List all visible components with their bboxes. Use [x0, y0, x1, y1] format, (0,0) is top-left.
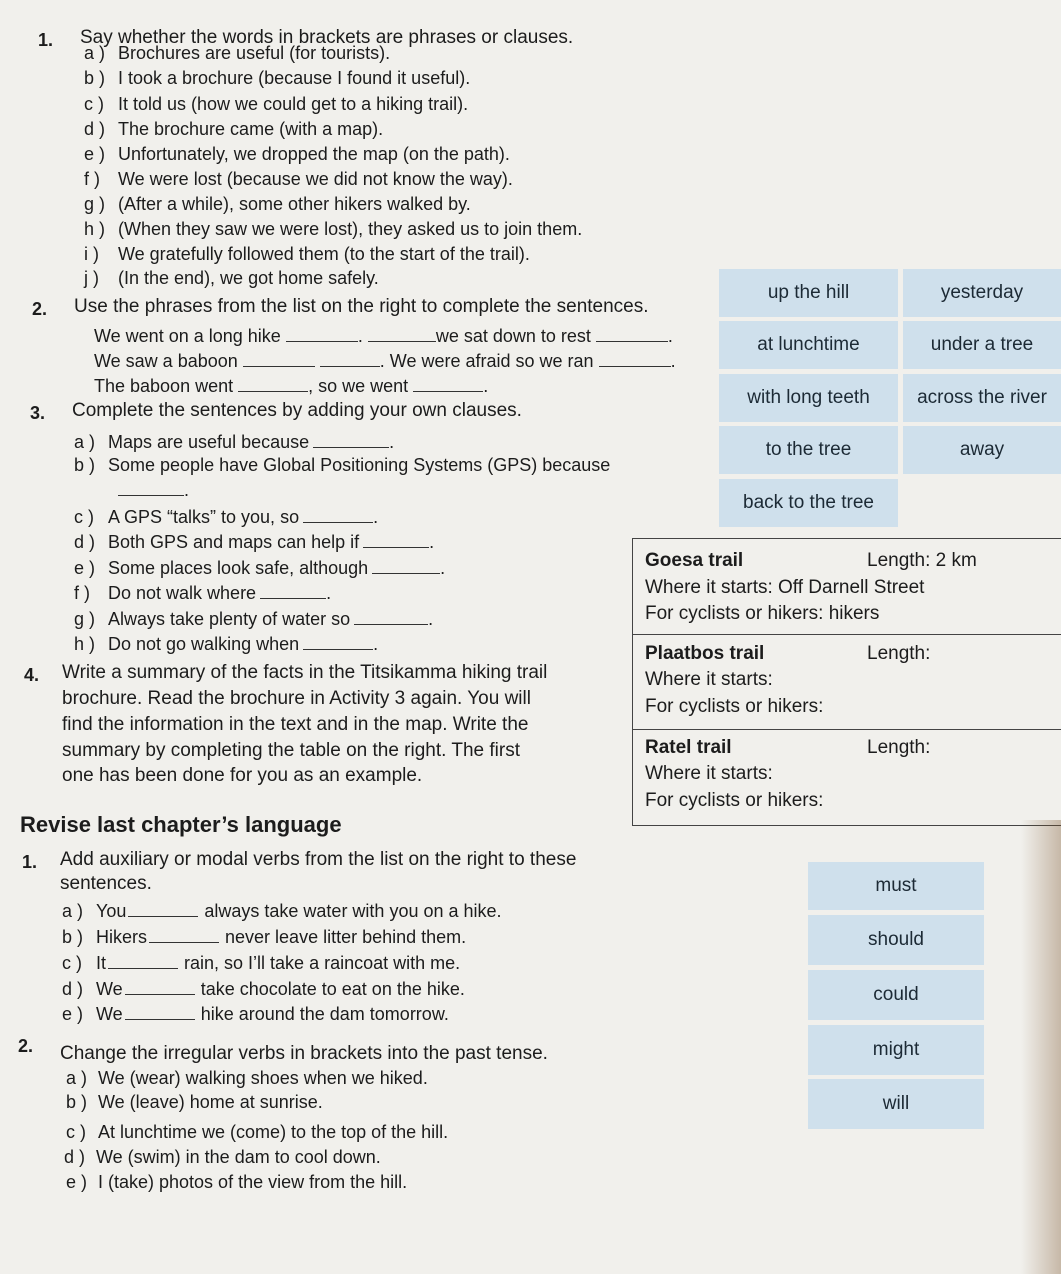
q3-item: f ) Do not walk where .	[74, 583, 332, 603]
q1-instruction: Say whether the words in brackets are phrases or clauses.	[80, 27, 574, 48]
trail-name: Plaatbos trail	[645, 643, 765, 664]
q3-item: h ) Do not go walking when .	[74, 634, 379, 654]
item-letter: c )	[66, 1122, 86, 1142]
q1-item	[84, 168, 513, 190]
q1-item	[84, 93, 468, 115]
page-edge-shadow	[1021, 820, 1061, 1274]
item-letter: h )	[74, 634, 96, 654]
item-subject: It	[96, 953, 107, 973]
phrase-box: back to the tree	[719, 479, 898, 527]
answer-blank[interactable]	[320, 352, 380, 367]
item-letter: d )	[64, 1147, 86, 1167]
trail-name: Ratel trail	[645, 737, 732, 758]
q1-item	[84, 67, 470, 89]
phrase-box: yesterday	[903, 269, 1061, 317]
answer-blank[interactable]	[286, 327, 358, 342]
item-letter: b )	[66, 1092, 88, 1112]
trail-length: Length: 2 km	[867, 550, 977, 571]
item-letter: a )	[84, 43, 106, 63]
phrase-box: away	[903, 426, 1061, 474]
item-letter: f )	[74, 583, 90, 603]
phrase-box: with long teeth	[719, 374, 898, 422]
q1-item	[84, 267, 379, 289]
q1-item	[84, 118, 383, 140]
item-text: Both GPS and maps can help if	[108, 532, 360, 552]
q2-sentence-2-start: We saw a baboon	[94, 351, 238, 371]
item-letter: i )	[84, 244, 99, 264]
answer-blank[interactable]	[118, 481, 184, 496]
q2-number: 2.	[32, 299, 48, 319]
revise-q1-item	[62, 900, 502, 922]
verb-box: must	[808, 862, 984, 910]
revise-q1-number: 1.	[22, 852, 38, 872]
item-text: Do not walk where	[108, 583, 257, 603]
q2-sentence-2: We saw a baboon . We were afraid so we ran .	[94, 351, 676, 371]
answer-blank[interactable]	[243, 352, 315, 367]
trail-start: Where it starts: Off Darnell Street	[645, 577, 925, 598]
answer-blank[interactable]	[363, 533, 429, 548]
q1-item	[84, 143, 510, 165]
revise-q2-item	[64, 1146, 381, 1168]
answer-blank[interactable]	[354, 610, 428, 625]
q2-sentence-2-end: . We were afraid so we ran	[379, 351, 594, 371]
item-text: We gratefully followed them (to the start of the trail).	[118, 244, 530, 264]
item-letter: a )	[74, 432, 96, 452]
item-text: I (take) photos of the view from the hill.	[98, 1172, 408, 1192]
item-text: (After a while), some other hikers walked by.	[118, 194, 471, 214]
q3-item-b-continuation: .	[118, 479, 189, 501]
q2-instruction: Use the phrases from the list on the right to complete the sentences.	[74, 296, 649, 317]
answer-blank[interactable]	[238, 377, 308, 392]
q1-item	[84, 193, 471, 215]
item-text: The brochure came (with a map).	[118, 119, 384, 139]
revise-q1-instruction-line2: sentences.	[60, 873, 152, 894]
revise-q2-item	[66, 1171, 407, 1193]
answer-blank[interactable]	[108, 954, 178, 969]
q3-item: g ) Always take plenty of water so .	[74, 609, 434, 629]
q4-number: 4.	[24, 665, 40, 685]
answer-blank[interactable]	[372, 559, 440, 574]
item-letter: e )	[66, 1172, 88, 1192]
trail-users[interactable]: For cyclists or hikers:	[645, 790, 824, 811]
trail-users[interactable]: For cyclists or hikers:	[645, 696, 824, 717]
item-text: (When they saw we were lost), they asked us to join them.	[118, 219, 583, 239]
phrase-box: at lunchtime	[719, 321, 898, 369]
item-letter: c )	[84, 94, 104, 114]
item-letter: e )	[62, 1004, 84, 1024]
verb-box: might	[808, 1025, 984, 1075]
phrase-box: across the river	[903, 374, 1061, 422]
q2-sentence-1-end: we sat down to rest	[435, 326, 591, 346]
item-rest: never leave litter behind them.	[225, 927, 467, 947]
item-text: Maps are useful because	[108, 432, 310, 452]
revise-q1-item	[62, 926, 466, 948]
item-letter: b )	[84, 68, 106, 88]
verb-box: could	[808, 970, 984, 1020]
item-letter: b )	[74, 455, 96, 475]
trail-name: Goesa trail	[645, 550, 744, 571]
item-subject: Hikers	[96, 927, 148, 947]
item-letter: c )	[62, 953, 82, 973]
answer-blank[interactable]	[413, 377, 483, 392]
item-text: Some people have Global Positioning Systems (GPS) because	[108, 455, 611, 475]
revise-q1-instruction-line1: Add auxiliary or modal verbs from the list on the right to these	[60, 849, 577, 870]
q3-item	[74, 454, 610, 476]
item-subject: We	[96, 979, 123, 999]
item-letter: c )	[74, 507, 94, 527]
item-rest: take chocolate to eat on the hike.	[200, 979, 465, 999]
trail-length: Length:	[867, 643, 931, 664]
item-letter: h )	[84, 219, 106, 239]
item-text: Brochures are useful (for tourists).	[118, 43, 391, 63]
item-letter: f )	[84, 169, 100, 189]
q4-instruction-line: brochure. Read the brochure in Activity 3 again. You will	[62, 688, 531, 709]
trail-row-ratel	[633, 730, 1061, 823]
q2-sentence-3-start: The baboon went	[94, 376, 234, 396]
q2-sentence-3-end: , so we went	[308, 376, 409, 396]
answer-blank[interactable]	[125, 1005, 195, 1020]
phrase-box: under a tree	[903, 321, 1061, 369]
item-text: It told us (how we could get to a hiking trail).	[118, 94, 469, 114]
q2-sentence-3: The baboon went , so we went .	[94, 376, 489, 396]
item-subject: You	[96, 901, 127, 921]
q2-sentence-1: We went on a long hike . we sat down to rest .	[94, 326, 673, 346]
revise-q2-item	[66, 1121, 448, 1143]
trail-row-goesa	[633, 539, 1061, 635]
q1-number: 1.	[38, 30, 54, 50]
answer-blank[interactable]	[599, 352, 671, 367]
q1-item	[84, 243, 530, 265]
item-text: We (wear) walking shoes when we hiked.	[98, 1068, 428, 1088]
phrase-box: up the hill	[719, 269, 898, 317]
q4-instruction-line: Write a summary of the facts in the Titsikamma hiking trail	[62, 662, 548, 683]
answer-blank[interactable]	[313, 433, 389, 448]
revise-q2-item	[66, 1067, 428, 1089]
item-text: A GPS “talks” to you, so	[108, 507, 300, 527]
item-text: Always take plenty of water so	[108, 609, 351, 629]
item-letter: g )	[84, 194, 106, 214]
revise-heading: Revise last chapter’s language	[20, 812, 342, 837]
q3-instruction: Complete the sentences by adding your own clauses.	[72, 400, 522, 421]
answer-blank[interactable]	[149, 928, 219, 943]
item-letter: e )	[74, 558, 96, 578]
trail-start[interactable]: Where it starts:	[645, 763, 773, 784]
item-letter: d )	[84, 119, 106, 139]
revise-q2-item	[66, 1091, 323, 1113]
item-letter: j )	[84, 268, 99, 288]
answer-blank[interactable]	[368, 327, 436, 342]
item-text: At lunchtime we (come) to the top of the hill.	[98, 1122, 449, 1142]
answer-blank[interactable]	[303, 635, 373, 650]
item-text: Do not go walking when	[108, 634, 300, 654]
q4-instruction-line: one has been done for you as an example.	[62, 765, 423, 786]
item-letter: g )	[74, 609, 96, 629]
verb-box: will	[808, 1079, 984, 1129]
answer-blank[interactable]	[128, 902, 198, 917]
item-text: Some places look safe, although	[108, 558, 369, 578]
item-letter: a )	[62, 901, 84, 921]
q4-instruction-line: summary by completing the table on the right. The first	[62, 740, 520, 761]
item-rest: rain, so I’ll take a raincoat with me.	[184, 953, 461, 973]
trail-summary-table	[632, 538, 1061, 826]
phrase-box: to the tree	[719, 426, 898, 474]
item-subject: We	[96, 1004, 123, 1024]
q3-item: e ) Some places look safe, although .	[74, 558, 446, 578]
answer-blank[interactable]	[125, 980, 195, 995]
revise-q1-item	[62, 952, 460, 974]
item-text: (In the end), we got home safely.	[118, 268, 379, 288]
item-text: We (swim) in the dam to cool down.	[96, 1147, 381, 1167]
trail-row-plaatbos	[633, 635, 1061, 730]
item-letter: b )	[62, 927, 84, 947]
q3-number: 3.	[30, 403, 46, 423]
trail-users: For cyclists or hikers: hikers	[645, 603, 880, 624]
q3-item: d ) Both GPS and maps can help if .	[74, 532, 435, 552]
trail-length: Length:	[867, 737, 931, 758]
item-letter: e )	[84, 144, 106, 164]
item-letter: d )	[62, 979, 84, 999]
q1-item	[84, 218, 582, 240]
revise-q2-instruction: Change the irregular verbs in brackets into the past tense.	[60, 1043, 548, 1064]
q3-item: a ) Maps are useful because .	[74, 432, 395, 452]
answer-blank[interactable]	[303, 508, 373, 523]
q4-instruction-line: find the information in the text and in the map. Write the	[62, 714, 529, 735]
q3-item: c ) A GPS “talks” to you, so .	[74, 507, 379, 527]
item-text: We (leave) home at sunrise.	[98, 1092, 323, 1112]
answer-blank[interactable]	[260, 584, 326, 599]
item-rest: always take water with you on a hike.	[204, 901, 502, 921]
revise-q2-number: 2.	[18, 1036, 34, 1056]
item-text: Unfortunately, we dropped the map (on the path).	[118, 144, 510, 164]
q1-item	[84, 42, 390, 64]
verb-box: should	[808, 915, 984, 965]
revise-q1-item	[62, 978, 465, 1000]
item-letter: d )	[74, 532, 96, 552]
answer-blank[interactable]	[596, 327, 668, 342]
item-letter: a )	[66, 1068, 88, 1088]
item-rest: hike around the dam tomorrow.	[200, 1004, 449, 1024]
item-text: I took a brochure (because I found it useful).	[118, 68, 471, 88]
trail-start[interactable]: Where it starts:	[645, 669, 773, 690]
item-text: We were lost (because we did not know the way).	[118, 169, 513, 189]
q2-sentence-1-start: We went on a long hike	[94, 326, 281, 346]
revise-q1-item	[62, 1003, 449, 1025]
